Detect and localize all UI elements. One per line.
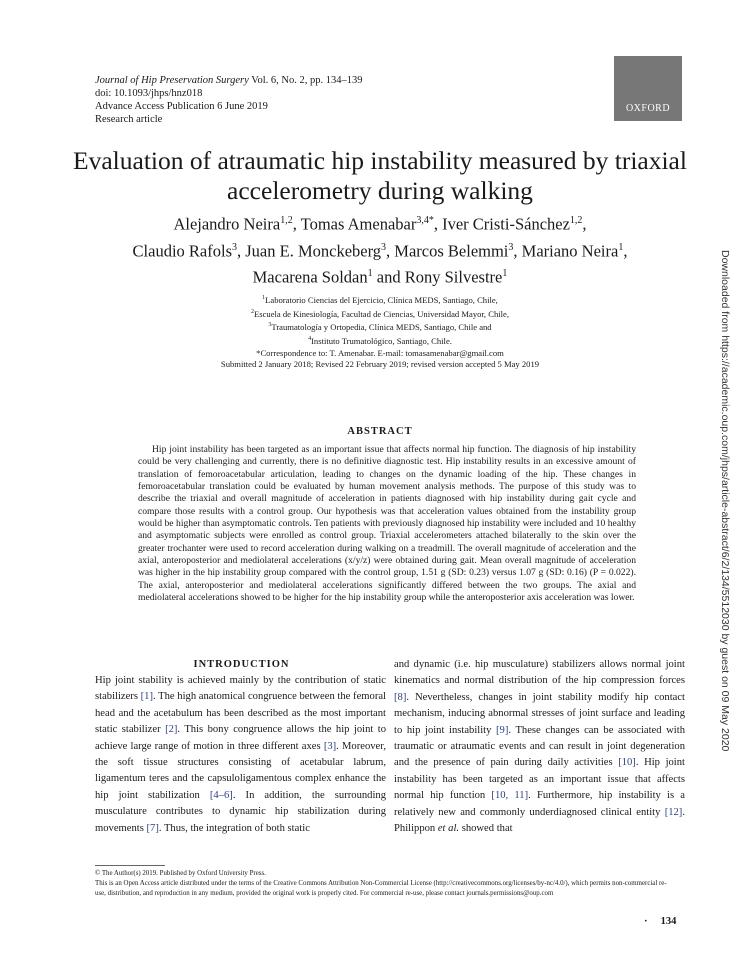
citation-link[interactable]: [1] <box>140 691 153 703</box>
author-name: Tomas Amenabar <box>300 214 417 234</box>
affiliation-marker: 1 <box>262 295 266 301</box>
body-text: showed that <box>459 823 513 835</box>
body-text: and dynamic (i.e. hip musculature) stabilizers allows normal joint kinematics and normal distribution of the hip compression forces <box>394 659 685 687</box>
author-separator: , <box>623 241 628 260</box>
affiliation-line <box>150 293 610 307</box>
author-affiliation-marker: 3 <box>232 241 237 253</box>
body-text: . Furthermore, hip instability is a relatively new and commonly underdiagnosed clinical entity <box>394 790 685 818</box>
body-text: . This bony congruence allows the hip joint to achieve large range of motion in three different axes <box>95 724 386 752</box>
footnote-divider <box>95 865 165 866</box>
citation-link[interactable]: [9] <box>496 724 509 736</box>
page-number: · 134 <box>644 916 677 927</box>
download-watermark <box>717 250 733 890</box>
license-text: This is an Open Access article distributed under the terms of the Creative Commons Attribution Non-Commercial License (http://creativecommons.org/licenses/by-nc/4.0/), which permits non-commercial re-use, distribution, and reproduction in any medium, provided the original work is properly cited. For commercial re-use, please contact journals.permissions@oup.com <box>95 880 667 898</box>
body-text: . Nevertheless, changes in joint stability modify hip contact mechanism, inducing abnormal stresses of joint surface and leading to hip joint instability <box>394 691 685 736</box>
affiliations <box>150 293 610 371</box>
introduction-heading: INTRODUCTION <box>193 659 290 670</box>
body-text: . The high anatomical congruence between the femoral head and the acetabulum has been described as the most important static stabilizer <box>95 691 386 736</box>
body-text: Hip joint stability is achieved mainly by the contribution of static stabilizers <box>95 675 386 703</box>
citation-link[interactable]: [2] <box>165 724 178 736</box>
oxford-logo-text: OXFORD <box>625 103 671 114</box>
author-affiliation-marker: 1 <box>502 268 508 279</box>
author-name: Claudio Rafols <box>132 241 232 260</box>
author-separator: , <box>513 241 522 260</box>
author-list <box>60 209 700 289</box>
author-name: Macarena Soldan <box>252 267 368 287</box>
affiliation-text: Laboratorio Ciencias del Ejercicio, Clínica MEDS, Santiago, Chile, <box>265 294 498 305</box>
author-name: Iver Cristi-Sánchez <box>442 214 570 234</box>
author-separator: , <box>237 241 246 260</box>
author-affiliation-marker: 1 <box>367 268 373 279</box>
intro-left-column <box>95 673 386 837</box>
citation-link[interactable]: [3] <box>323 740 337 752</box>
author-affiliation-marker: 3 <box>381 241 387 253</box>
affiliation-text: Traumatología y Ortopedia, Clínica MEDS, Santiago, Chile and <box>271 322 492 333</box>
affiliation-text: Escuela de Kinesiología, Facultad de Ciencias, Universidad Mayor, Chile, <box>253 308 509 319</box>
publication-date: Advance Access Publication 6 June 2019 <box>95 101 268 112</box>
footnote <box>95 869 675 900</box>
journal-header <box>95 74 362 126</box>
citation-link[interactable]: [7] <box>146 822 159 834</box>
author-separator: , <box>386 241 395 260</box>
author-separator: , <box>433 214 443 234</box>
author-separator: and <box>372 267 405 287</box>
watermark-text: Downloaded from https://academic.oup.com/jhps/article-abstract/6/2/134/5512030 by guest on 09 May 2020 <box>719 250 731 752</box>
submission-dates: Submitted 2 January 2018; Revised 22 February 2019; revised version accepted 5 May 2019 <box>220 359 540 370</box>
body-text: . Hip joint instability has been targeted as an important issue that affects normal hip function <box>394 757 685 802</box>
affiliation-text: Instituto Trumatológico, Santiago, Chile. <box>311 335 452 346</box>
affiliation-line <box>150 334 610 348</box>
author-name: Marcos Belemmi <box>394 241 509 260</box>
citation-link[interactable]: [8] <box>394 691 407 703</box>
abstract-heading: ABSTRACT <box>347 426 413 437</box>
affiliation-marker: 3 <box>268 322 272 329</box>
author-affiliation-marker: 3,4* <box>416 215 434 226</box>
journal-name: Journal of Hip Preservation Surgery <box>95 75 249 86</box>
author-separator: , <box>292 214 301 234</box>
body-text: . These changes can be associated with traumatic or atraumatic events and can result in joint degeneration and the presence of pain during daily activities <box>394 724 685 769</box>
author-name: Mariano Neira <box>521 241 619 260</box>
author-affiliation-marker: 3 <box>508 241 514 253</box>
article-title: Evaluation of atraumatic hip instability measured by triaxial accelerometry during walking <box>73 146 687 205</box>
author-affiliation-marker: 1,2 <box>280 215 293 226</box>
citation-link[interactable]: [12] <box>664 806 683 818</box>
citation-link[interactable]: [10] <box>618 757 636 769</box>
affiliation-marker: 4 <box>308 335 312 342</box>
author-separator: , <box>582 214 587 234</box>
page-number-value: 134 <box>660 916 677 927</box>
citation-link[interactable]: [4–6] <box>209 789 233 801</box>
author-name: Juan E. Monckeberg <box>245 241 382 260</box>
body-text: et al. <box>437 823 460 835</box>
intro-right-column <box>394 657 685 837</box>
doi[interactable]: doi: 10.1093/jhps/hnz018 <box>95 88 203 99</box>
author-name: Alejandro Neira <box>173 214 281 234</box>
author-affiliation-marker: 1 <box>618 241 624 253</box>
body-text: . In addition, the surrounding musculature contributes to dynamic hip stabilization during movements <box>95 789 387 834</box>
article-type: Research article <box>95 114 163 125</box>
affiliation-line <box>150 320 610 334</box>
citation-link[interactable]: [10, 11] <box>491 790 529 802</box>
body-text: . Moreover, the soft tissue structures consisting of acetabular labrum, ligamentum teres and the capsuloligamentous complex enhance the hip joint stabilization <box>95 740 386 801</box>
abstract-text: Hip joint instability has been targeted as an important issue that affects normal hip function. The diagnosis of hip instability could be very challenging and currently, there is no definitive diagnostic test. Hip instability results in an excessive amount of translation of femoroacetabular articulation, leading to changes on the dynamic loading of the hip. These changes in femoroacetabular translation could be evaluated by human movement analysis methods. The purpose of this study was to describe the triaxial and overall magnitude of acceleration in patients diagnosed with hip instability during gait cycle and compare those results with a control group. Our hypothesis was that acceleration values obtained from the instability group would be higher than asymptomatic controls. Ten patients with previously diagnosed hip instability were included and 10 healthy and asymptomatic subjects were enrolled as control group. Triaxial accelerometers attached bilaterally to the skin over the greater trochanter were used to record acceleration during walking on a treadmill. The overall magnitude of acceleration and the axial, anteroposterior and mediolateral accelerations (x/y/z) were obtained during gait. Mean overall magnitude of acceleration was higher in the hip instability group compared with the control group, 1.51 g (SD: 0.23) versus 1.07 g (SD: 0.16) (P = 0.022). The axial, anteroposterior and mediolateral accelerations significantly differed between the two groups. The axial and mediolateral accelerations showed to be higher for the hip instability group while the anteroposterior axis acceleration was lower. <box>138 444 636 604</box>
affiliation-marker: 2 <box>250 308 254 315</box>
author-affiliation-marker: 1,2 <box>569 215 583 226</box>
copyright: © The Author(s) 2019. Published by Oxford University Press. <box>95 870 266 877</box>
correspondence: *Correspondence to: T. Amenabar. E-mail: tomasamenabar@gmail.com <box>256 347 504 358</box>
affiliation-line <box>150 307 610 321</box>
oxford-logo <box>614 56 682 121</box>
body-text: . Thus, the integration of both static <box>158 822 310 834</box>
body-text: . Philippon <box>394 806 685 835</box>
author-name: Rony Silvestre <box>404 267 503 287</box>
journal-volume: Vol. 6, No. 2, pp. 134–139 <box>251 75 363 86</box>
